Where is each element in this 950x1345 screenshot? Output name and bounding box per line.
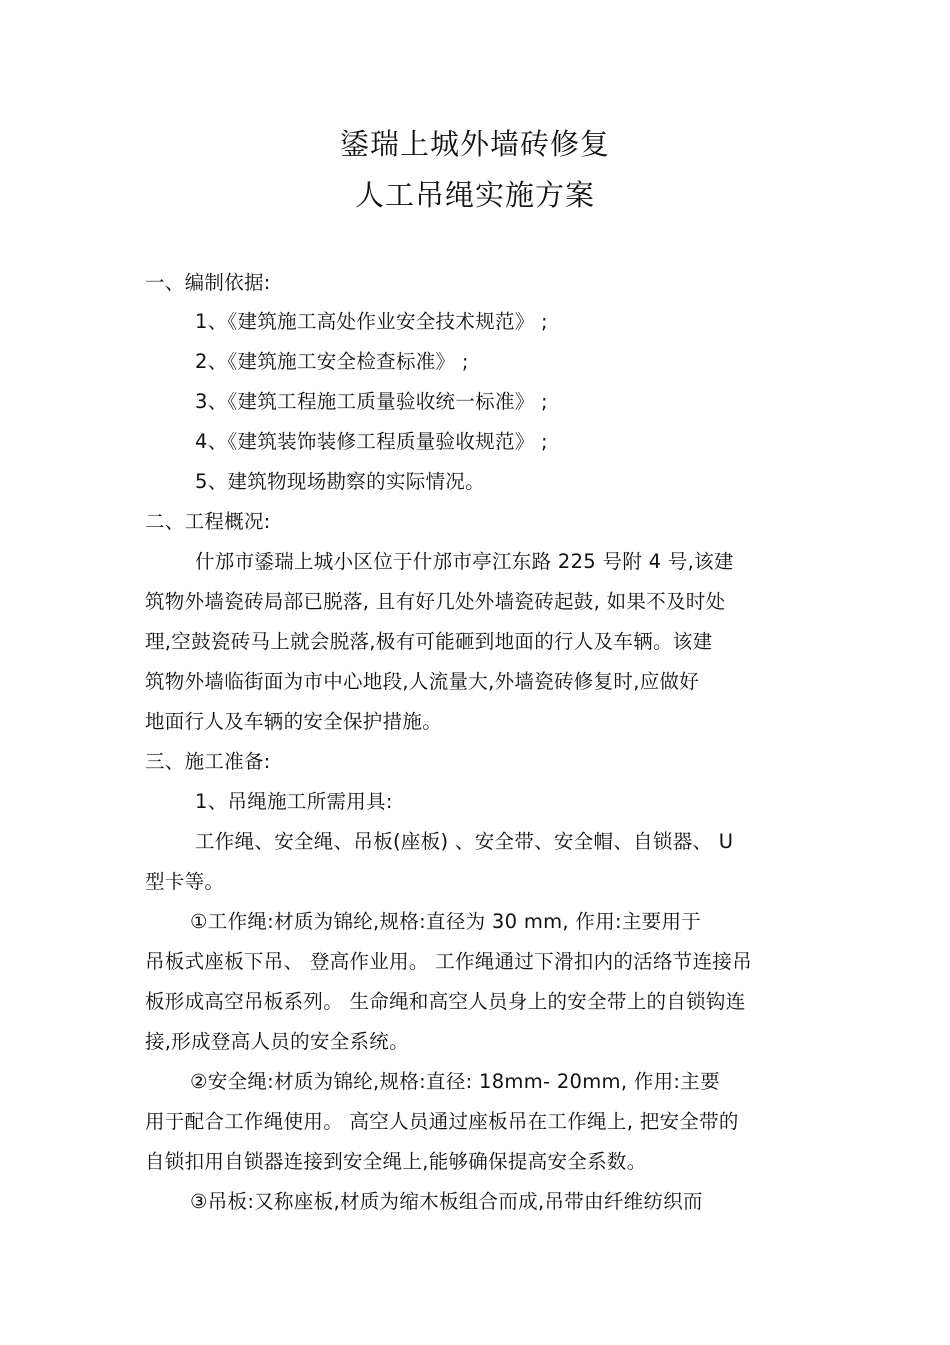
safety-rope-paragraph-line: 用于配合工作绳使用。 高空人员通过座板吊在工作绳上, 把安全带的: [145, 1110, 739, 1133]
tools-paragraph-line: 型卡等。: [145, 870, 225, 893]
overview-paragraph-line: 理,空鼓瓷砖马上就会脱落,极有可能砸到地面的行人及车辆。该建: [145, 630, 713, 653]
reference-item: 4、《建筑装饰装修工程质量验收规范》 ;: [195, 430, 548, 453]
work-rope-paragraph-line: ①工作绳:材质为锦纶,规格:直径为 30 mm, 作用:主要用于: [190, 910, 702, 933]
work-rope-paragraph-line: 吊板式座板下吊、 登高作业用。 工作绳通过下滑扣内的活络节连接吊: [145, 950, 752, 973]
document-title-line-2: 人工吊绳实施方案: [354, 178, 595, 212]
overview-paragraph-line: 什邡市鋈瑞上城小区位于什邡市亭江东路 225 号附 4 号,该建: [195, 550, 734, 573]
reference-item: 1、《建筑施工高处作业安全技术规范》 ;: [195, 310, 548, 333]
reference-item: 5、建筑物现场勘察的实际情况。: [195, 470, 485, 493]
overview-paragraph-line: 筑物外墙临街面为市中心地段,人流量大,外墙瓷砖修复时,应做好: [145, 670, 700, 693]
board-paragraph-line: ③吊板:又称座板,材质为缩木板组合而成,吊带由纤维纺织而: [190, 1190, 703, 1213]
section-1-heading: 一、编制依据:: [145, 271, 271, 294]
tools-paragraph-line: 工作绳、安全绳、吊板(座板) 、安全带、安全帽、自锁器、 U: [195, 830, 734, 853]
safety-rope-paragraph-line: 自锁扣用自锁器连接到安全绳上,能够确保提高安全系数。: [145, 1150, 647, 1173]
tools-subheading: 1、吊绳施工所需用具:: [195, 790, 393, 813]
work-rope-paragraph-line: 接,形成登高人员的安全系统。: [145, 1030, 409, 1053]
overview-paragraph-line: 地面行人及车辆的安全保护措施。: [145, 710, 443, 733]
work-rope-paragraph-line: 板形成高空吊板系列。 生命绳和高空人员身上的安全带上的自锁钩连: [145, 990, 746, 1013]
section-2-heading: 二、工程概况:: [145, 510, 271, 533]
section-3-heading: 三、施工准备:: [145, 750, 271, 773]
overview-paragraph-line: 筑物外墙瓷砖局部已脱落, 且有好几处外墙瓷砖起鼓, 如果不及时处: [145, 590, 726, 613]
document-title-line-1: 鋈瑞上城外墙砖修复: [339, 127, 610, 161]
reference-item: 2、《建筑施工安全检查标准》 ;: [195, 350, 469, 373]
safety-rope-paragraph-line: ②安全绳:材质为锦纶,规格:直径: 18mm- 20mm, 作用:主要: [190, 1070, 720, 1093]
reference-item: 3、《建筑工程施工质量验收统一标准》 ;: [195, 390, 548, 413]
